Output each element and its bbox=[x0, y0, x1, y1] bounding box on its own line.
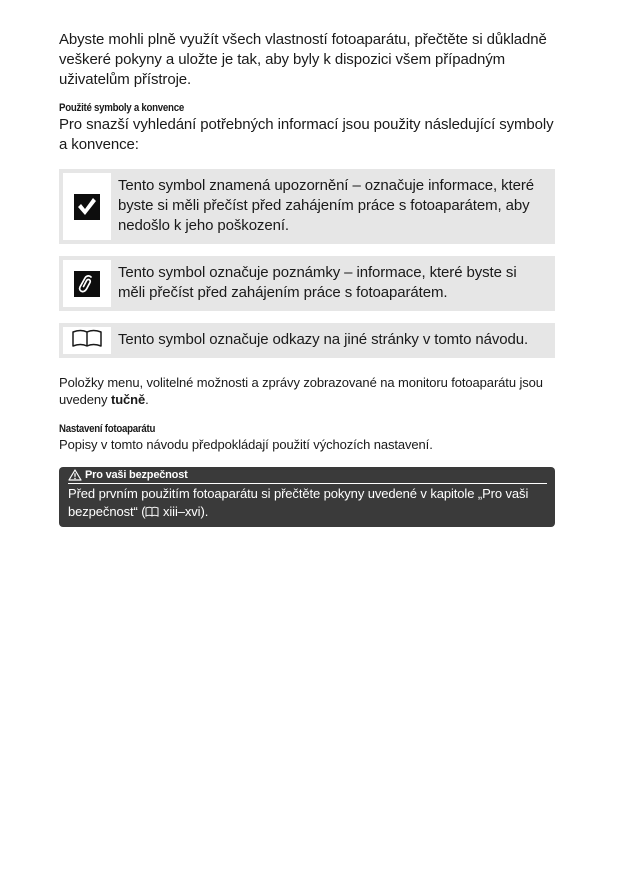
settings-heading: Nastavení fotoaparátu bbox=[59, 423, 156, 435]
menu-note-bold: tučně bbox=[110, 392, 146, 407]
symbol-text-reference: Tento symbol označuje odkazy na jiné stránky v tomto návodu. bbox=[118, 331, 529, 348]
icon-cell bbox=[63, 173, 111, 240]
safety-text-main: Před prvním použitím fotoaparátu si přečtěte pokyny uvedené v kapitole „Pro vaši bezpečnost“ ( bbox=[68, 486, 529, 519]
safety-text bbox=[68, 485, 547, 522]
safety-title-row bbox=[68, 469, 547, 484]
symbol-box-note bbox=[59, 256, 555, 311]
symbol-text-note: Tento symbol označuje poznámky – informace, které byste si měli přečíst před zahájením práce s fotoaparátem. bbox=[118, 264, 517, 301]
book-icon bbox=[145, 504, 159, 522]
safety-box bbox=[59, 467, 555, 527]
safety-page-ref: xiii–xvi). bbox=[159, 504, 209, 519]
check-icon bbox=[74, 194, 100, 220]
symbol-list bbox=[59, 169, 555, 358]
book-icon bbox=[71, 327, 103, 354]
symbols-description: Pro snazší vyhledání potřebných informací jsou použity následující symboly a konvence: bbox=[59, 116, 554, 153]
manual-page bbox=[59, 30, 555, 527]
menu-note-paragraph bbox=[59, 374, 555, 408]
symbols-heading: Použité symboly a konvence bbox=[59, 102, 184, 114]
intro-paragraph: Abyste mohli plně využít všech vlastností fotoaparátu, přečtěte si důkladně veškeré pokyny a uložte je tak, aby byly k dispozici všem případným uživatelům přístroje. bbox=[59, 31, 547, 88]
menu-note-end: . bbox=[145, 392, 149, 407]
icon-cell bbox=[63, 327, 111, 354]
symbol-text-caution: Tento symbol znamená upozornění – označuje informace, které byste si měli přečíst před zahájením práce s fotoaparátem, aby nedošlo k jeho poškození. bbox=[118, 177, 535, 234]
icon-cell bbox=[63, 260, 111, 307]
symbol-box-caution bbox=[59, 169, 555, 244]
warning-icon bbox=[68, 469, 82, 481]
settings-text: Popisy v tomto návodu předpokládají použití výchozích nastavení. bbox=[59, 437, 433, 452]
pencil-note-icon bbox=[74, 271, 100, 297]
symbol-box-reference bbox=[59, 323, 555, 358]
safety-title: Pro vaši bezpečnost bbox=[85, 469, 188, 481]
menu-note-text: Položky menu, volitelné možnosti a zprávy zobrazované na monitoru fotoaparátu jsou uvedeny bbox=[59, 375, 543, 407]
